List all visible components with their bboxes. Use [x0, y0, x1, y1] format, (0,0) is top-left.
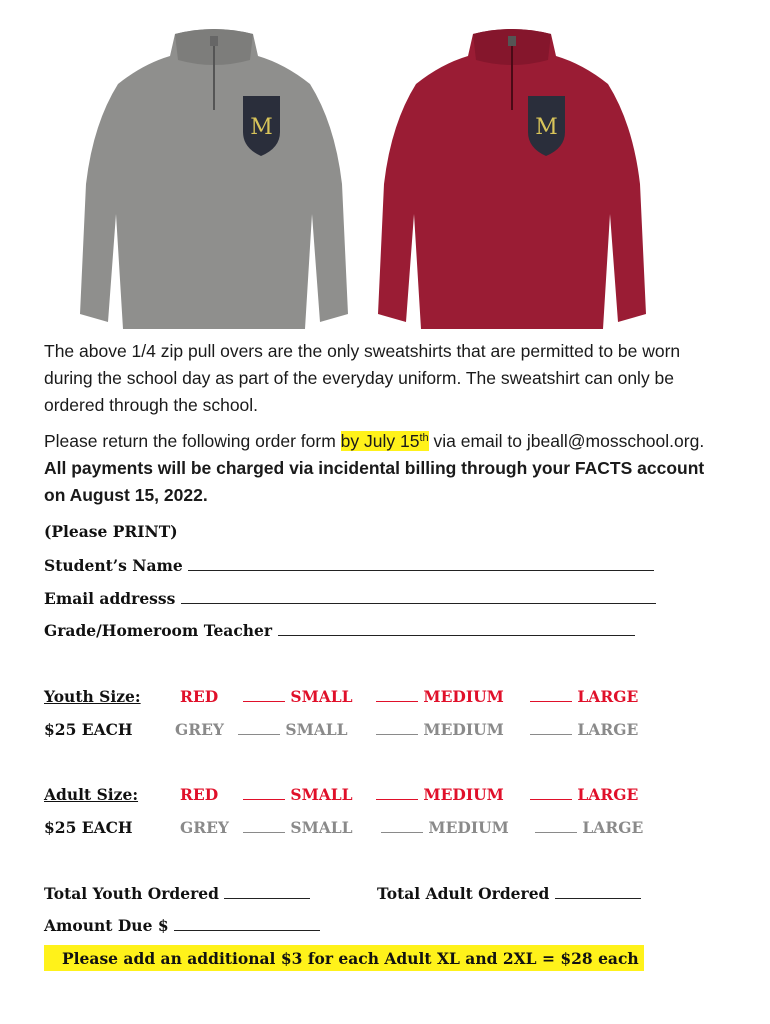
crest-letter: M	[250, 115, 273, 140]
adult-grey-small[interactable]: SMALL	[243, 818, 353, 837]
deadline-highlight: by July 15th	[340, 431, 429, 451]
print-note: (Please PRINT)	[44, 522, 178, 541]
adult-red-small[interactable]: SMALL	[243, 785, 353, 804]
adult-grey-label: GREY	[180, 818, 229, 837]
crest-letter: M	[535, 115, 558, 140]
youth-red-medium[interactable]: MEDIUM	[376, 687, 504, 706]
youth-red-small[interactable]: SMALL	[243, 687, 353, 706]
total-youth-field[interactable]: Total Youth Ordered	[44, 884, 310, 903]
adult-red-medium[interactable]: MEDIUM	[376, 785, 504, 804]
youth-size-label: Youth Size:	[44, 687, 141, 706]
youth-red-large[interactable]: LARGE	[530, 687, 638, 706]
instructions-paragraph	[44, 428, 724, 509]
red-sweatshirt-image	[378, 14, 646, 332]
instructions-text: Please return the following order form	[44, 431, 341, 451]
adult-grey-large[interactable]: LARGE	[535, 818, 643, 837]
youth-red-label: RED	[180, 687, 219, 706]
billing-note: All payments will be charged via incidental billing through your FACTS account on August 15, 2022.	[44, 458, 705, 505]
adult-size-label: Adult Size:	[44, 785, 139, 804]
youth-grey-medium[interactable]: MEDIUM	[376, 720, 504, 739]
student-name-field[interactable]: Student’s Name	[44, 556, 654, 575]
youth-grey-label: GREY	[175, 720, 224, 739]
email-field[interactable]: Email addresss	[44, 589, 656, 608]
grade-teacher-field[interactable]: Grade/Homeroom Teacher	[44, 621, 635, 640]
adult-grey-medium[interactable]: MEDIUM	[381, 818, 509, 837]
xl-surcharge-note: Please add an additional $3 for each Adult XL and 2XL = $28 each	[62, 949, 639, 968]
youth-price: $25 EACH	[44, 720, 133, 739]
amount-due-field[interactable]: Amount Due $	[44, 916, 320, 935]
adult-red-large[interactable]: LARGE	[530, 785, 638, 804]
email-text: via email to jbeall@mosschool.org.	[428, 431, 705, 451]
youth-grey-large[interactable]: LARGE	[530, 720, 638, 739]
intro-paragraph: The above 1/4 zip pull overs are the only sweatshirts that are permitted to be worn during the school day as part of the everyday uniform. The sweatshirt can only be ordered through the school.	[44, 341, 681, 415]
grey-sweatshirt-image	[80, 14, 348, 332]
youth-grey-small[interactable]: SMALL	[238, 720, 348, 739]
adult-red-label: RED	[180, 785, 219, 804]
total-adult-field[interactable]: Total Adult Ordered	[377, 884, 641, 903]
adult-price: $25 EACH	[44, 818, 133, 837]
